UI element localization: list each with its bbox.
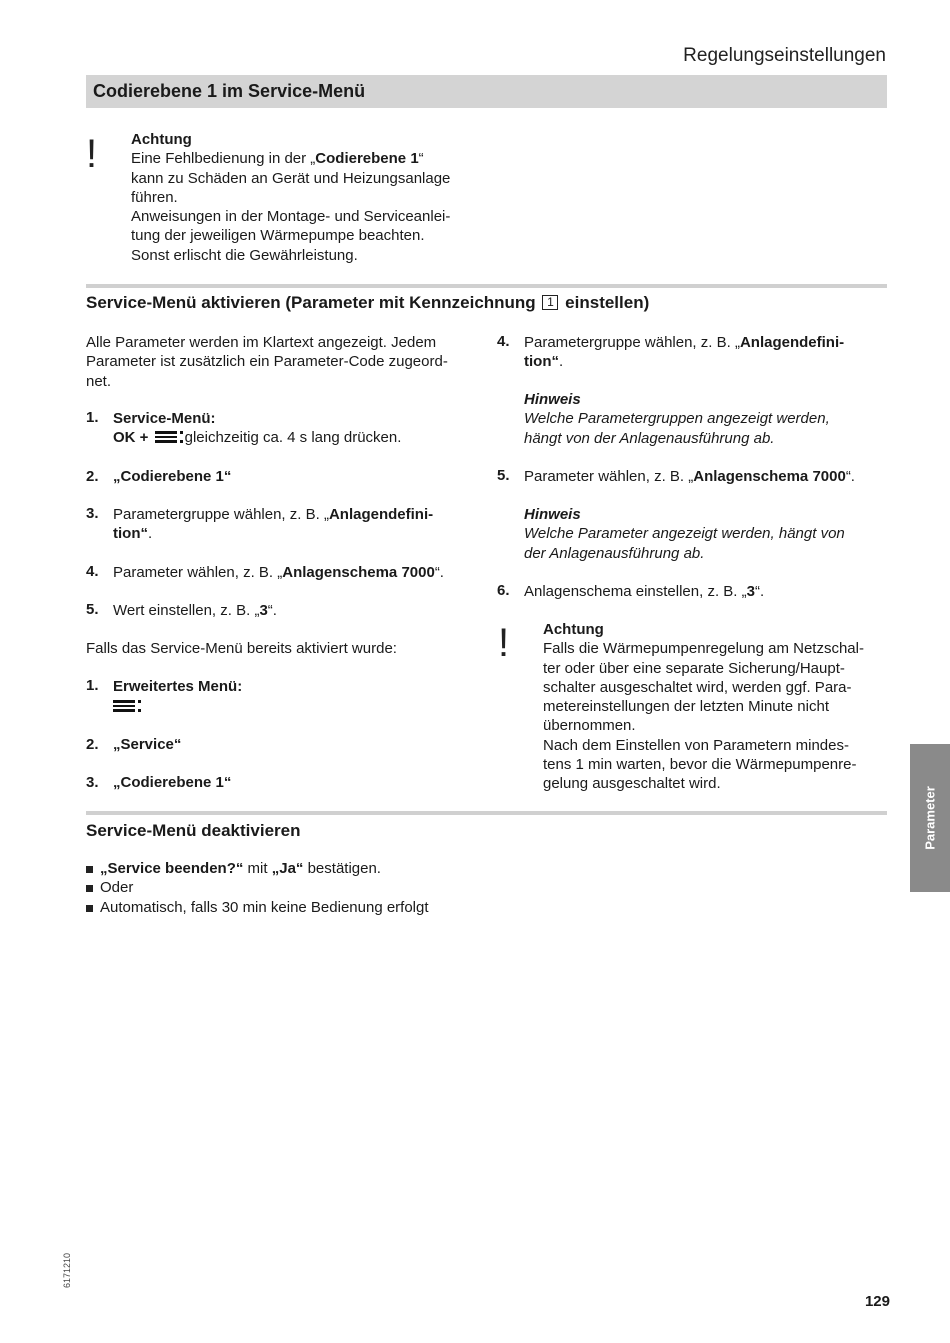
section-heading-bar: [86, 75, 887, 108]
step-label: Service-Menü:: [113, 410, 216, 427]
warning-line: führen.: [131, 188, 178, 206]
step-item: 1. Erweitertes Menü:: [86, 677, 486, 717]
note-label: Hinweis: [524, 391, 581, 408]
step-item: 5. Wert einstellen, z. B. „3“.: [86, 601, 277, 619]
page-header-title: Regelungseinstellungen: [683, 45, 886, 66]
section-divider: [86, 284, 887, 288]
page-number: 129: [864, 1293, 890, 1310]
step-label: Erweitertes Menü:: [113, 678, 243, 695]
warning-exclamation-icon: !: [86, 132, 98, 176]
step-item: 4. Parameter wählen, z. B. „Anlagenschema 7000“.: [86, 563, 444, 581]
section-heading-activate: Service-Menü aktivieren (Parameter mit Kennzeichnung 1 einstellen): [86, 293, 650, 312]
bullet-item: Oder: [86, 879, 133, 896]
step-item: 1. Service-Menü: OK + gleichzeitig ca. 4 s lang drücken.: [86, 409, 402, 447]
warning-label: Achtung: [543, 621, 604, 638]
section-heading-deactivate: Service-Menü deaktivieren: [86, 821, 301, 840]
side-tab-parameter: Parameter: [910, 744, 950, 892]
warning-exclamation-icon: !: [498, 621, 510, 665]
bullet-item: „Service beenden?“ mit „Ja“ bestätigen.: [86, 860, 381, 877]
warning-label: Achtung: [131, 131, 192, 148]
step-item: 3. Parametergruppe wählen, z. B. „Anlagendefini- tion“.: [86, 505, 434, 543]
warning-line: Eine Fehlbedienung in der „Codierebene 1“: [131, 150, 424, 168]
parameter-mark-box: 1: [542, 295, 558, 310]
warning-line: Anweisungen in der Montage- und Serviceanlei-: [131, 208, 451, 226]
section-divider: [86, 811, 887, 815]
note-block: Hinweis Welche Parametergruppen angezeigt werden, hängt von der Anlagenausführung ab.: [524, 390, 889, 448]
note-label: Hinweis: [524, 506, 581, 523]
step-item: 5. Parameter wählen, z. B. „Anlagenschema 7000“.: [497, 467, 855, 485]
bullet-item: Automatisch, falls 30 min keine Bedienung erfolgt: [86, 899, 429, 916]
document-code: 6171210: [62, 1252, 72, 1288]
warning-block: [131, 130, 491, 265]
step-item: 6. Anlagenschema einstellen, z. B. „3“.: [497, 582, 765, 600]
menu-icon: [155, 430, 183, 444]
step-item: 4. Parametergruppe wählen, z. B. „Anlagendefini- tion“.: [497, 333, 845, 371]
section-heading-codierebene: Codierebene 1 im Service-Menü: [93, 81, 366, 101]
conditional-text: Falls das Service-Menü bereits aktiviert wurde:: [86, 640, 397, 657]
warning-line: tung der jeweiligen Wärmepumpe beachten.: [131, 227, 425, 245]
menu-icon: [113, 699, 141, 713]
note-block: Hinweis Welche Parameter angezeigt werden, hängt von der Anlagenausführung ab.: [524, 505, 889, 563]
intro-paragraph: Alle Parameter werden im Klartext angezeigt. Jedem Parameter ist zusätzlich ein Parameter-Code zugeord- net.: [86, 334, 448, 390]
warning-line: Sonst erlischt die Gewährleistung.: [131, 246, 358, 264]
warning-line: kann zu Schäden an Gerät und Heizungsanlage: [131, 169, 451, 187]
warning-block: Achtung Falls die Wärmepumpenregelung am Netzschal- ter oder über eine separate Sicherung/Haupt- schalter ausgeschaltet wird, werden ggf. Para- metereinstellungen der letzten Minute nicht übernommen. Nach dem Einstellen von Parametern mindes- tens 1 min warten, bevor die Wärmepumpenre- gelung ausgeschaltet wird.: [543, 620, 888, 794]
